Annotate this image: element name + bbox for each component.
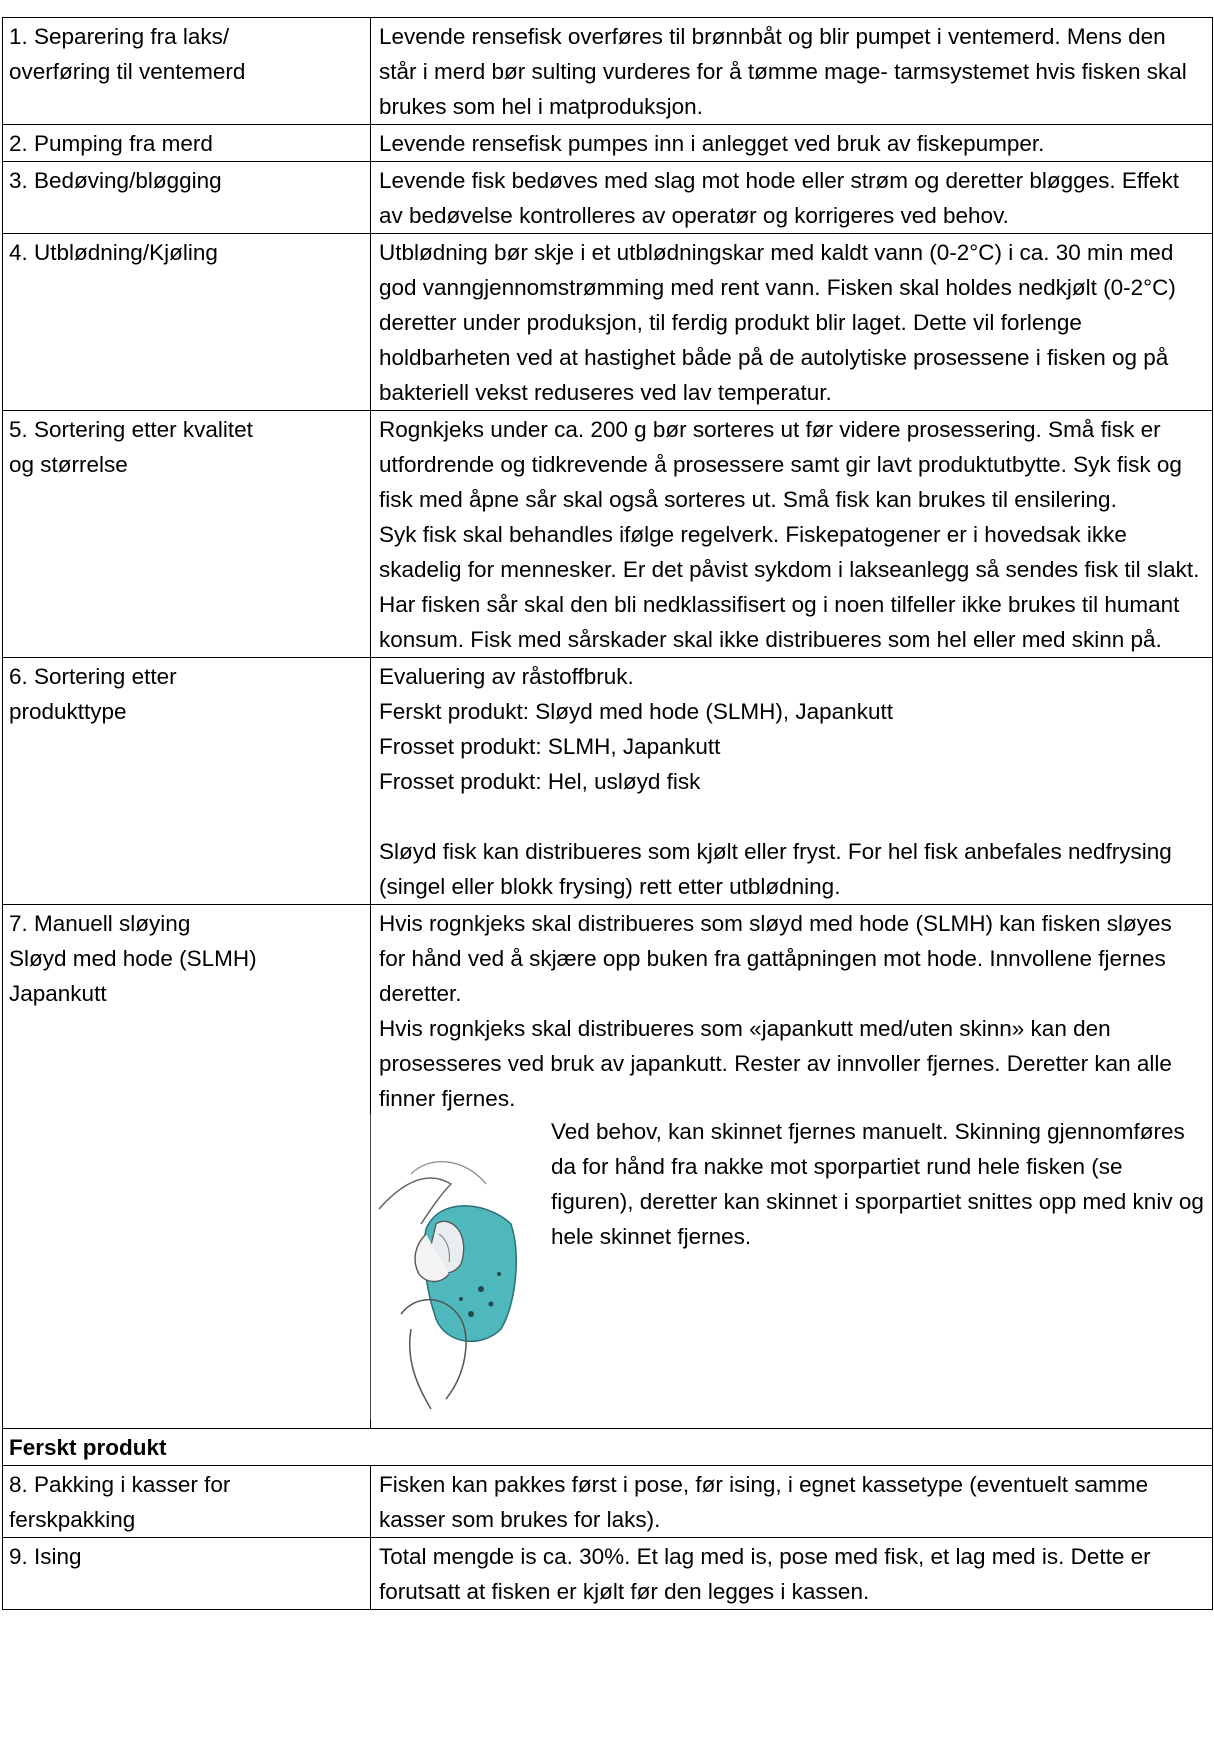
blank-line — [379, 799, 1204, 834]
description-text: Sløyd fisk kan distribueres som kjølt eller fryst. For hel fisk anbefales nedfrysing (singel eller blokk frysing) rett etter utblødning. — [379, 839, 1172, 899]
table-row — [3, 18, 1213, 125]
description-text: Hvis rognkjeks skal distribueres som sløyd med hode (SLMH) kan fisken sløyes for hånd ved å skjære opp buken fra gattåpningen mot hode. Innvollene fjernes deretter. — [379, 911, 1172, 1006]
hand-skinning-fish-illustration-icon — [370, 1114, 371, 1420]
process-table — [2, 17, 1213, 1610]
section-header: Ferskt produkt — [3, 1429, 1213, 1466]
step-cell — [3, 1466, 371, 1538]
description-text: Rognkjeks under ca. 200 g bør sorteres ut før videre prosessering. Små fisk er utfordrende og tidkrevende å prosessere samt gir lavt produktutbytte. Syk fisk og fisk med åpne sår skal også sorteres ut. Små fisk kan brukes til ensilering. — [379, 417, 1182, 512]
step-label: produkttype — [9, 699, 127, 724]
hand-outline — [411, 1162, 486, 1184]
step-cell — [3, 125, 371, 162]
step-label: 7. Manuell sløying — [9, 911, 191, 936]
description-text: Hvis rognkjeks skal distribueres som «japankutt med/uten skinn» kan den prosesseres ved bruk av japankutt. Rester av innvoller fjernes. Deretter kan alle finner fjernes. — [379, 1016, 1172, 1111]
description-cell — [371, 1538, 1213, 1610]
step-label: 4. Utblødning/Kjøling — [9, 240, 218, 265]
description-text: Levende rensefisk overføres til brønnbåt og blir pumpet i ventemerd. Mens den står i merd bør sulting vurderes for å tømme mage- tarmsystemet hvis fisken skal brukes som hel i matproduksjon. — [379, 24, 1187, 119]
step-label: 8. Pakking i kasser for — [9, 1472, 231, 1497]
table-row — [3, 125, 1213, 162]
fish-spot — [478, 1286, 484, 1292]
description-text: Evaluering av råstoffbruk. — [379, 664, 634, 689]
description-cell — [371, 905, 1213, 1429]
description-text: Frosset produkt: SLMH, Japankutt — [379, 734, 721, 759]
fish-spot — [468, 1311, 474, 1317]
description-cell — [371, 1466, 1213, 1538]
step-label: 3. Bedøving/bløgging — [9, 168, 222, 193]
skinning-description: Ved behov, kan skinnet fjernes manuelt. Skinning gjennomføres da for hånd fra nakke mot sporpartiet rund hele fisken (se figuren), deretter kan skinnet i sporpartiet snittes opp med kniv og hele skinnet fjernes. — [551, 1119, 1204, 1249]
description-text: Ferskt produkt: Sløyd med hode (SLMH), Japankutt — [379, 699, 893, 724]
description-cell — [371, 162, 1213, 234]
fish-spot — [497, 1272, 501, 1276]
step-label: 1. Separering fra laks/ — [9, 24, 230, 49]
step-cell — [3, 658, 371, 905]
step-label: og størrelse — [9, 452, 128, 477]
step-label: Sløyd med hode (SLMH) — [9, 946, 257, 971]
step-label: ferskpakking — [9, 1507, 136, 1532]
description-cell — [371, 234, 1213, 411]
step-label: 6. Sortering etter — [9, 664, 177, 689]
step-cell — [3, 162, 371, 234]
step-label: 2. Pumping fra merd — [9, 131, 213, 156]
table-row — [3, 1538, 1213, 1610]
description-text: Frosset produkt: Hel, usløyd fisk — [379, 769, 701, 794]
table-row — [3, 905, 1213, 1429]
step-label: 9. Ising — [9, 1544, 82, 1569]
description-text: Levende rensefisk pumpes inn i anlegget ved bruk av fiskepumper. — [379, 131, 1045, 156]
step-cell — [3, 1538, 371, 1610]
description-cell — [371, 125, 1213, 162]
description-text: Total mengde is ca. 30%. Et lag med is, pose med fisk, et lag med is. Dette er forutsatt at fisken er kjølt før den legges i kassen. — [379, 1544, 1151, 1604]
description-cell — [371, 411, 1213, 658]
step-label: 5. Sortering etter kvalitet — [9, 417, 253, 442]
step-cell — [3, 411, 371, 658]
description-text: Syk fisk skal behandles ifølge regelverk. Fiskepatogener er i hovedsak ikke skadelig for mennesker. Er det påvist sykdom i lakseanlegg så sendes fisk til slakt. Har fisken sår skal den bli nedklassifisert og i noen tilfeller ikke brukes til humant konsum. Fisk med sårskader skal ikke distribueres som hel eller med skinn på. — [379, 522, 1200, 652]
skinning-section — [371, 1116, 1212, 1428]
description-text: Fisken kan pakkes først i pose, før ising, i egnet kassetype (eventuelt samme kasser som brukes for laks). — [379, 1472, 1149, 1532]
description-cell — [371, 658, 1213, 905]
step-cell — [3, 234, 371, 411]
table-row — [3, 411, 1213, 658]
step-label: overføring til ventemerd — [9, 59, 246, 84]
fish-spot — [459, 1297, 463, 1301]
illustration-svg — [371, 1114, 531, 1414]
section-header-row — [3, 1429, 1213, 1466]
step-label: Japankutt — [9, 981, 107, 1006]
description-text: Levende fisk bedøves med slag mot hode eller strøm og deretter bløgges. Effekt av bedøvelse kontrolleres av operatør og korrigeres ved behov. — [379, 168, 1179, 228]
description-text: Utblødning bør skje i et utblødningskar med kaldt vann (0-2°C) i ca. 30 min med god vanngjennomstrømming med rent vann. Fisken skal holdes nedkjølt (0-2°C) deretter under produksjon, til ferdig produkt blir laget. Dette vil forlenge holdbarheten ved at hastighet både på de autolytiske prosessene i fisken og på bakteriell vekst reduseres ved lav temperatur. — [379, 240, 1176, 405]
table-row — [3, 1466, 1213, 1538]
table-row — [3, 234, 1213, 411]
step-cell — [3, 18, 371, 125]
table-row — [3, 658, 1213, 905]
step-cell — [3, 905, 371, 1429]
description-cell — [371, 18, 1213, 125]
fish-spot — [489, 1302, 494, 1307]
table-row — [3, 162, 1213, 234]
